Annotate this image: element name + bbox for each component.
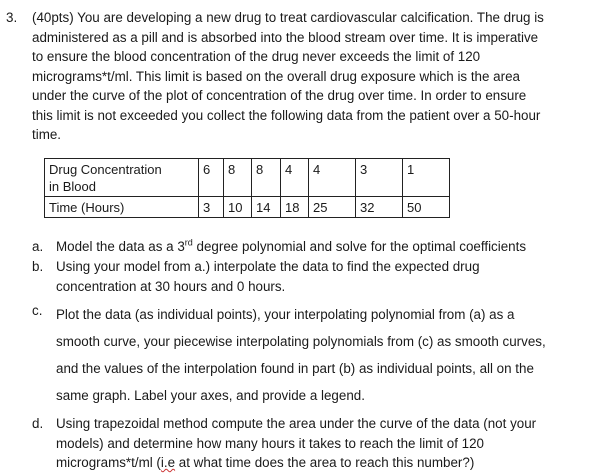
part-d-line3-post: at what time does the area to reach this number?) — [175, 455, 475, 470]
intro-line: this limit is not exceeded you collect the following data from the patient over a 50-hour — [32, 107, 541, 123]
intro-line: administered as a pill and is absorbed into the blood stream over time. It is imperative — [32, 29, 539, 45]
label-line: in Blood — [49, 179, 96, 194]
row-label-concentration — [45, 159, 199, 197]
part-c-line: and the values of the interpolation found in part (b) as individual points, all on the — [56, 361, 534, 376]
table-row-time — [45, 197, 450, 218]
part-c-line: smooth curve, your piecewise interpolating polynomials from (c) as smooth curves, — [56, 334, 546, 349]
part-d-line3-pre: micrograms*t/ml ( — [56, 455, 161, 470]
data-table — [44, 158, 450, 218]
table-cell: 25 — [309, 197, 356, 218]
table-cell: 3 — [356, 159, 403, 197]
intro-line: (40pts) You are developing a new drug to treat cardiovascular calcification. The drug is — [32, 10, 544, 25]
part-b-line: concentration at 30 hours and 0 hours. — [56, 278, 286, 294]
intro-line: micrograms*t/ml. This limit is based on the overall drug exposure which is the area — [32, 68, 520, 84]
table-cell: 10 — [224, 197, 252, 218]
part-c-line: Plot the data (as individual points), your interpolating polynomial from (a) as a — [56, 307, 515, 322]
question-intro — [32, 8, 600, 145]
table-cell: 3 — [199, 197, 224, 218]
table-cell: 18 — [281, 197, 309, 218]
part-a-marker: a. — [32, 239, 44, 254]
part-a-text-pre: Model the data as a 3 — [56, 239, 185, 254]
part-d-marker: d. — [32, 416, 44, 431]
table-row-concentration — [45, 159, 450, 197]
part-a-text-post: degree polynomial and solve for the optimal coefficients — [192, 239, 527, 254]
part-b-marker: b. — [32, 259, 44, 274]
table-cell: 8 — [252, 159, 281, 197]
spellcheck-underline-ie: i.e — [160, 455, 176, 470]
table-cell: 50 — [403, 197, 450, 218]
table-cell: 1 — [403, 159, 450, 197]
part-d-line: Using trapezoidal method compute the area under the curve of the data (not your — [56, 416, 537, 431]
label-line: Drug Concentration — [49, 162, 162, 177]
ordinal-superscript: rd — [184, 237, 193, 248]
table-cell: 6 — [199, 159, 224, 197]
row-label-time: Time (Hours) — [45, 197, 199, 218]
part-b-line: Using your model from a.) interpolate the data to find the expected drug — [56, 259, 480, 274]
table-cell: 4 — [309, 159, 356, 197]
table-cell: 8 — [224, 159, 252, 197]
table-cell: 32 — [356, 197, 403, 218]
intro-line: time. — [32, 127, 62, 142]
intro-line: to ensure the blood concentration of the drug never exceeds the limit of 120 — [32, 49, 481, 64]
table-cell: 14 — [252, 197, 281, 218]
part-c-marker: c. — [32, 303, 43, 318]
question-number: 3. — [6, 10, 18, 25]
intro-line: under the curve of the plot of concentration of the drug over time. In order to ensure — [32, 88, 527, 103]
table-cell: 4 — [281, 159, 309, 197]
part-d-line: models) and determine how many hours it takes to reach the limit of 120 — [56, 435, 484, 451]
part-c-line: same graph. Label your axes, and provide a legend. — [56, 388, 365, 403]
